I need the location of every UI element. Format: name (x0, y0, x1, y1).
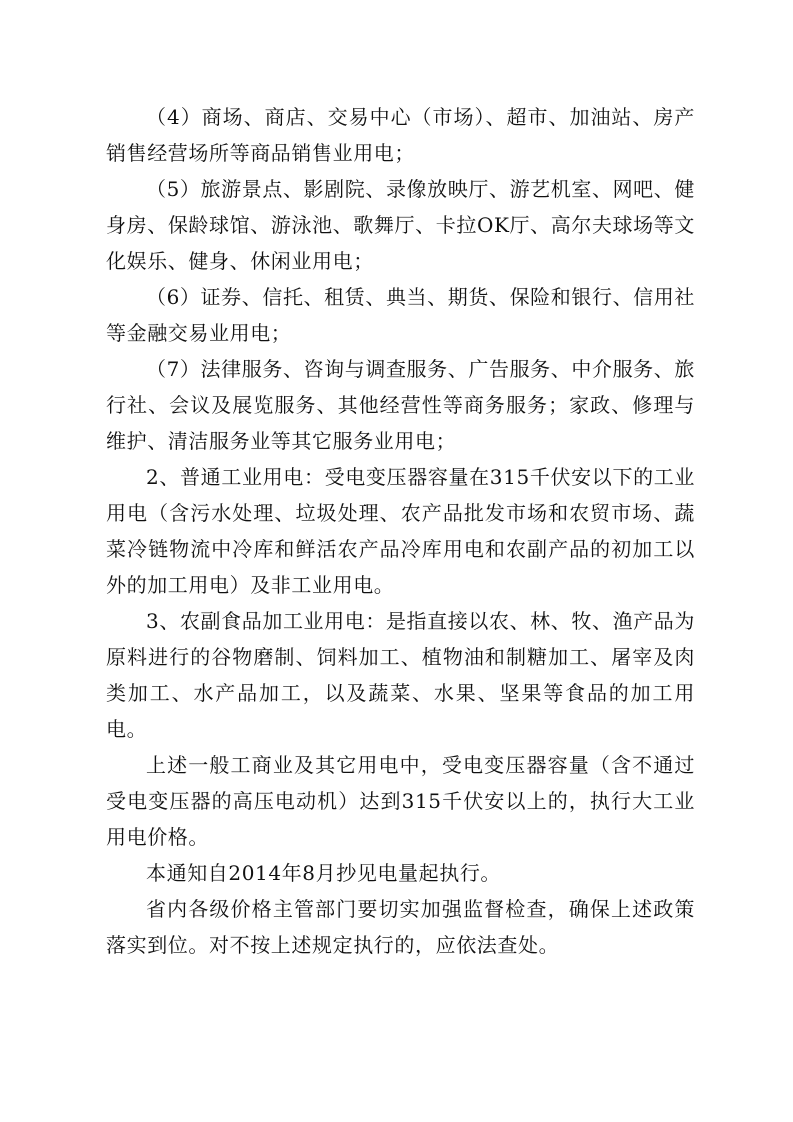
paragraph-effective-date: 本通知自2014年8月抄见电量起执行。 (146, 861, 502, 885)
paragraph-large-industrial-rule: 上述一般工商业及其它用电中，受电变压器容量（含不通过受电变压器的高压电动机）达到315千伏安以上的，执行大工业用电价格。 (106, 753, 695, 849)
paragraph-item-7-services: （7）法律服务、咨询与调查服务、广告服务、中介服务、旅行社、会议及展览服务、其他经营性等商务服务；家政、修理与维护、清洁服务业等其它服务业用电； (106, 357, 695, 453)
paragraph-general-industrial: 2、普通工业用电：受电变压器容量在315千伏安以下的工业用电（含污水处理、垃圾处理、农产品批发市场和农贸市场、蔬菜冷链物流中冷库和鲜活农产品冷库用电和农副产品的初加工以外的加工用电）及非工业用电。 (106, 465, 695, 597)
document-body (106, 99, 695, 963)
paragraph-supervision: 省内各级价格主管部门要切实加强监督检查，确保上述政策落实到位。对不按上述规定执行的，应依法查处。 (106, 897, 695, 957)
paragraph-agri-food-processing: 3、农副食品加工业用电：是指直接以农、林、牧、渔产品为原料进行的谷物磨制、饲料加工、植物油和制糖加工、屠宰及肉类加工、水产品加工，以及蔬菜、水果、坚果等食品的加工用电。 (106, 609, 695, 741)
paragraph-item-5-entertainment: （5）旅游景点、影剧院、录像放映厅、游艺机室、网吧、健身房、保龄球馆、游泳池、歌舞厅、卡拉OK厅、高尔夫球场等文化娱乐、健身、休闲业用电； (106, 177, 695, 273)
paragraph-item-4-commerce: （4）商场、商店、交易中心（市场）、超市、加油站、房产销售经营场所等商品销售业用电； (106, 105, 695, 165)
paragraph-item-6-finance: （6）证券、信托、租赁、典当、期货、保险和银行、信用社等金融交易业用电； (106, 285, 695, 345)
